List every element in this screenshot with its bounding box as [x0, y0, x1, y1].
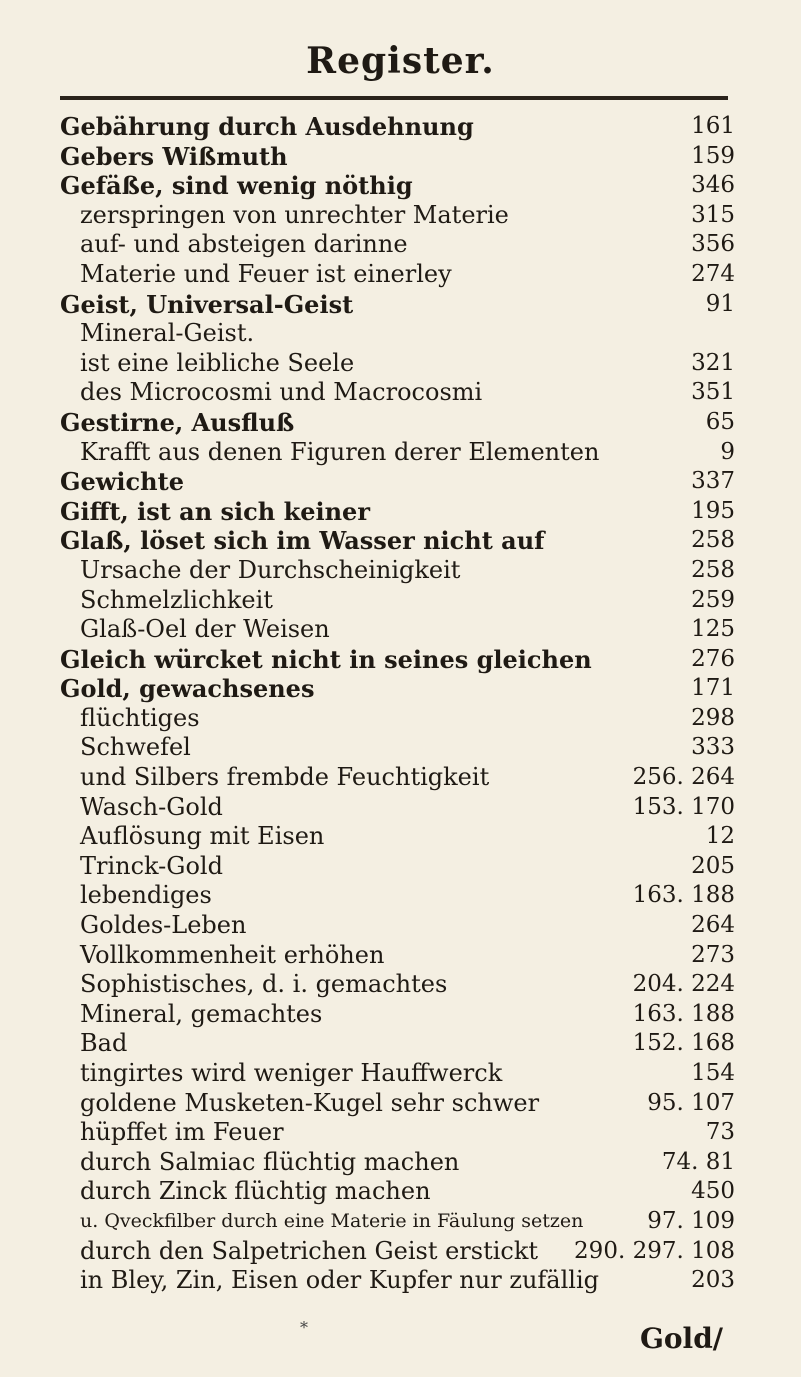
- index-entry: [60, 526, 735, 556]
- page-reference: 159: [691, 142, 735, 169]
- header-rule: [60, 96, 728, 100]
- index-term: Geist, Universal-Geist: [60, 289, 354, 319]
- index-entry: [60, 1148, 735, 1178]
- index-entry: [60, 704, 735, 734]
- index-entry: [60, 142, 735, 172]
- index-entry: [60, 763, 735, 793]
- index-term: lebendiges: [80, 881, 212, 910]
- catchword: Gold/: [639, 1322, 723, 1355]
- page-reference: 276: [691, 645, 735, 672]
- page-reference: 273: [691, 941, 735, 968]
- page-reference: 152. 168: [632, 1030, 735, 1057]
- index-entry: [60, 970, 735, 1000]
- page-reference: 97. 109: [647, 1207, 735, 1234]
- index-term: Auflösung mit Eisen: [80, 822, 325, 851]
- index-term: auf- und absteigen darinne: [80, 230, 408, 259]
- page-reference: 258: [691, 556, 735, 583]
- page-reference: 351: [691, 379, 735, 406]
- index-entry: [60, 793, 735, 823]
- page-reference: 163. 188: [632, 882, 735, 909]
- page-reference: 205: [691, 852, 735, 879]
- page-reference: 12: [705, 823, 735, 850]
- index-entry: [60, 1237, 735, 1267]
- index-term: Mineral-Geist.: [80, 319, 255, 348]
- page-reference: 290. 297. 108: [574, 1237, 735, 1264]
- page-reference: 264: [691, 912, 735, 939]
- index-term: Ursache der Durchscheinigkeit: [80, 555, 461, 584]
- page-reference: 333: [691, 734, 735, 761]
- index-entry: [60, 1207, 735, 1237]
- index-entry: [60, 881, 735, 911]
- page-reference: 258: [691, 527, 735, 554]
- index-term: Sophistisches, d. i. gemachtes: [80, 970, 448, 999]
- index-term: Goldes-Leben: [80, 911, 247, 940]
- page-reference: 259: [691, 586, 735, 613]
- index-entry: [60, 1177, 735, 1207]
- page-reference: 315: [691, 201, 735, 228]
- index-entry: [60, 290, 735, 320]
- page-reference: 161: [691, 113, 735, 139]
- index-term: ist eine leibliche Seele: [80, 348, 355, 377]
- index-term: in Bley, Zin, Eisen oder Kupfer nur zufällig: [80, 1266, 599, 1295]
- register-index: [60, 112, 735, 1296]
- index-term: durch Salmiac flüchtig machen: [80, 1147, 460, 1176]
- index-term: Wasch-Gold: [80, 792, 223, 821]
- index-entry: [60, 260, 735, 290]
- index-entry: [60, 556, 735, 586]
- index-entry: [60, 1089, 735, 1119]
- page-reference: 298: [691, 704, 735, 731]
- index-entry: [60, 852, 735, 882]
- index-entry: [60, 378, 735, 408]
- index-term: Schmelzlichkeit: [80, 585, 273, 614]
- page-reference: 153. 170: [632, 793, 735, 820]
- index-entry: [60, 1266, 735, 1296]
- index-term: des Microcosmi und Macrocosmi: [80, 378, 483, 407]
- index-term: Materie und Feuer ist einerley: [80, 259, 452, 288]
- index-term: Krafft aus denen Figuren derer Elementen: [80, 437, 600, 466]
- index-term: Gestirne, Ausfluß: [60, 407, 295, 437]
- index-entry: [60, 674, 735, 704]
- index-term: durch den Salpetrichen Geist erstickt: [80, 1236, 539, 1265]
- index-term: Trinck-Gold: [80, 851, 223, 880]
- index-term: Gebährung durch Ausdehnung: [60, 112, 474, 141]
- index-term: u. Qveckfilber durch eine Materie in Fäulung setzen: [80, 1209, 584, 1232]
- index-term: flüchtiges: [80, 703, 200, 732]
- index-entry: [60, 586, 735, 616]
- index-term: und Silbers frembde Feuchtigkeit: [80, 763, 490, 792]
- index-term: Schwefel: [80, 733, 191, 762]
- page-reference: 195: [691, 497, 735, 524]
- index-term: goldene Musketen-Kugel sehr schwer: [80, 1088, 540, 1117]
- index-entry: [60, 645, 735, 675]
- index-entry: [60, 467, 735, 497]
- page-reference: 9: [720, 438, 735, 465]
- index-entry: [60, 230, 735, 260]
- index-term: tingirtes wird weniger Hauffwerck: [80, 1059, 503, 1087]
- index-term: Gold, gewachsenes: [60, 674, 315, 704]
- index-entry: [60, 408, 735, 438]
- index-entry: [60, 497, 735, 527]
- index-entry: [60, 319, 735, 349]
- page-reference: 125: [691, 616, 735, 643]
- page-reference: 65: [705, 408, 735, 435]
- page-reference: 356: [691, 231, 735, 258]
- index-entry: [60, 941, 735, 971]
- index-term: durch Zinck flüchtig machen: [80, 1177, 431, 1206]
- index-entry: [60, 733, 735, 763]
- index-term: Gebers Wißmuth: [60, 141, 288, 171]
- index-entry: [60, 171, 735, 201]
- index-entry: [60, 1000, 735, 1030]
- index-entry: [60, 112, 735, 142]
- index-term: Gefäße, sind wenig nöthig: [60, 171, 413, 201]
- index-entry: [60, 1059, 735, 1089]
- page-reference: 346: [691, 172, 735, 199]
- index-term: Gifft, ist an sich keiner: [60, 496, 370, 526]
- page-reference: 74. 81: [661, 1148, 735, 1175]
- signature-mark: *: [300, 1318, 308, 1337]
- page-reference: 91: [705, 290, 735, 317]
- index-entry: [60, 911, 735, 941]
- index-entry: [60, 349, 735, 379]
- page-reference: 171: [691, 675, 735, 702]
- page-reference: 95. 107: [647, 1089, 735, 1116]
- page-reference: 274: [691, 260, 735, 287]
- index-term: Glaß-Oel der Weisen: [80, 615, 330, 644]
- page-header: Register.: [306, 40, 495, 82]
- page-reference: 450: [691, 1178, 735, 1205]
- index-term: zerspringen von unrechter Materie: [80, 200, 509, 229]
- index-entry: [60, 438, 735, 468]
- page-reference: 163. 188: [632, 1000, 735, 1027]
- index-term: Mineral, gemachtes: [80, 999, 323, 1028]
- page-reference: 321: [691, 349, 735, 376]
- page-reference: 203: [691, 1267, 735, 1294]
- index-term: Gleich würcket nicht in seines gleichen: [60, 644, 592, 674]
- page-reference: 154: [691, 1060, 735, 1086]
- index-term: Bad: [80, 1029, 128, 1058]
- index-term: Gewichte: [60, 467, 184, 497]
- index-entry: [60, 1029, 735, 1059]
- index-term: Vollkommenheit erhöhen: [80, 940, 385, 969]
- index-entry: [60, 615, 735, 645]
- index-entry: [60, 201, 735, 231]
- page-reference: 204. 224: [632, 971, 735, 998]
- index-term: hüpffet im Feuer: [80, 1118, 284, 1147]
- index-entry: [60, 1118, 735, 1148]
- page-reference: 256. 264: [632, 764, 735, 791]
- index-entry: [60, 822, 735, 852]
- page-reference: 337: [691, 468, 735, 495]
- index-term: Glaß, löset sich im Wasser nicht auf: [60, 526, 545, 556]
- page-reference: 73: [705, 1119, 735, 1146]
